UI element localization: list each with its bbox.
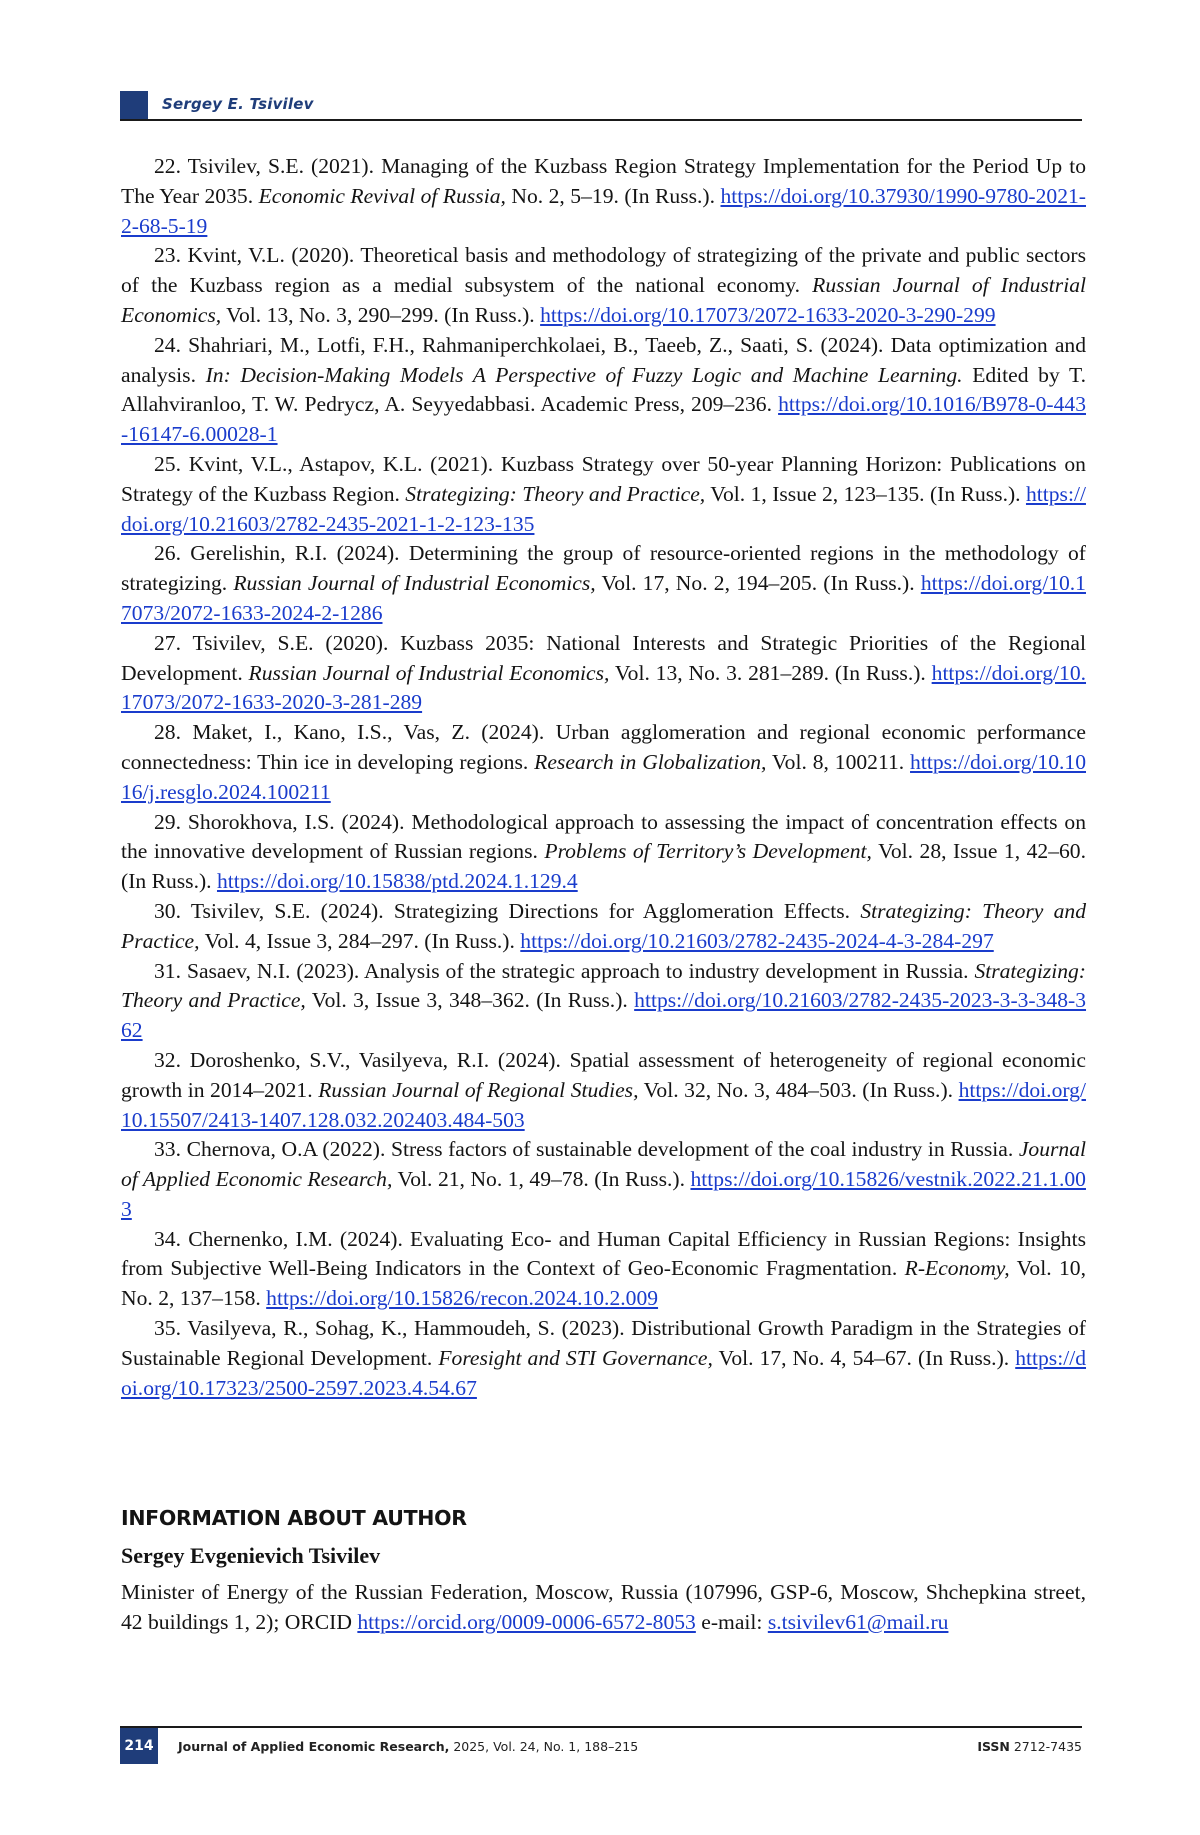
reference-details: Vol. 13, No. 3. 281–289. (In Russ.). <box>614 660 926 685</box>
reference-doi-link[interactable]: https://doi.org/10.17073/2072-1633-2024-2-1286 <box>121 571 1086 625</box>
reference-number: 25. <box>154 451 181 476</box>
email-link[interactable]: s.tsivilev61@mail.ru <box>767 1609 949 1634</box>
reference-details: Vol. 21, No. 1, 49–78. (In Russ.). <box>397 1167 685 1192</box>
reference-number: 26. <box>154 541 181 566</box>
reference-number: 35. <box>154 1316 181 1341</box>
reference-text: Shorokhova, I.S. (2024). Methodological approach to assessing the impact of concentration effects on the innovative development of Russian regions. <box>121 809 1086 864</box>
reference-doi-link[interactable]: https://doi.org/10.15507/2413-1407.128.032.202403.484-503 <box>121 1077 1086 1132</box>
reference-item <box>121 1135 1086 1224</box>
footer-journal <box>178 1739 638 1754</box>
reference-item <box>121 808 1086 897</box>
reference-text: Chernenko, I.M. (2024). Evaluating Eco- and Human Capital Efficiency in Russian Regions: Insights from Subjective Well-Being Indicators in the Context of Geo-Economic Fragmentation. <box>121 1226 1086 1281</box>
reference-doi-link[interactable]: https://doi.org/10.15826/vestnik.2022.21.1.003 <box>121 1167 1086 1221</box>
reference-details: Vol. 3, Issue 3, 348–362. (In Russ.). <box>311 988 628 1013</box>
reference-number: 22. <box>154 154 181 178</box>
reference-text: Gerelishin, R.I. (2024). Determining the group of resource-oriented regions in the methodology of strategizing. <box>121 541 1086 596</box>
reference-number: 33. <box>154 1137 181 1162</box>
reference-doi-link[interactable]: https://doi.org/10.15838/ptd.2024.1.129.4 <box>216 869 578 894</box>
reference-source: Strategizing: Theory and Practice, <box>405 481 706 506</box>
author-info-section <box>121 1506 1086 1638</box>
reference-item <box>121 241 1086 330</box>
reference-details: Vol. 32, No. 3, 484–503. (In Russ.). <box>643 1077 954 1102</box>
footer-issn-label: ISSN <box>977 1739 1010 1754</box>
reference-doi-link[interactable]: https://doi.org/10.17073/2072-1633-2020-3-290-299 <box>540 302 996 327</box>
reference-doi-link[interactable]: https://doi.org/10.17323/2500-2597.2023.4.54.67 <box>121 1345 1087 1400</box>
reference-text: Sasaev, N.I. (2023). Analysis of the strategic approach to industry development in Russia. <box>186 958 969 983</box>
reference-details: Edited by T. Allahviranloo, T. W. Pedrycz, A. Seyyedabbasi. Academic Press, 209–236. <box>121 362 1086 417</box>
orcid-link[interactable]: https://orcid.org/0009-0006-6572-8053 <box>357 1609 696 1634</box>
reference-item <box>121 629 1086 718</box>
reference-source: R-Economy, <box>904 1256 1010 1281</box>
reference-item <box>121 1046 1086 1135</box>
reference-text: Shahriari, M., Lotfi, F.H., Rahmaniperchkolaei, B., Taeeb, Z., Saati, S. (2024). Data optimization and analysis. <box>121 332 1086 387</box>
reference-item <box>121 1225 1086 1314</box>
reference-text: Kvint, V.L., Astapov, K.L. (2021). Kuzbass Strategy over 50-year Planning Horizon: Publications on Strategy of the Kuzbass Region. <box>121 451 1086 506</box>
reference-source: Strategizing: Theory and Practice, <box>121 898 1086 953</box>
reference-text: Tsivilev, S.E. (2021). Managing of the Kuzbass Region Strategy Implementation for the Period Up to The Year 2035. <box>121 154 1086 208</box>
reference-source: Journal of Applied Economic Research, <box>121 1137 1086 1192</box>
reference-number: 27. <box>154 630 181 655</box>
reference-number: 34. <box>154 1226 181 1251</box>
footer-issn <box>977 1739 1082 1754</box>
reference-text: Chernova, O.A (2022). Stress factors of sustainable development of the coal industry in Russia. <box>186 1137 1014 1162</box>
reference-number: 30. <box>154 898 181 923</box>
reference-source: Strategizing: Theory and Practice, <box>121 958 1087 1013</box>
footer-journal-name: Journal of Applied Economic Research, <box>178 1739 450 1754</box>
reference-source: Russian Journal of Industrial Economics, <box>121 273 1086 327</box>
reference-number: 29. <box>154 809 181 834</box>
reference-details: Vol. 8, 100211. <box>771 749 905 774</box>
footer-rule <box>120 1726 1082 1728</box>
reference-details: Vol. 1, Issue 2, 123–135. (In Russ.). <box>710 481 1021 506</box>
reference-item <box>121 957 1086 1046</box>
author-affiliation-text: Minister of Energy of the Russian Federation, Moscow, Russia (107996, GSP-6, Moscow, Shchepkina street, 42 buildings 1, 2); ORCID <box>121 1580 1086 1634</box>
reference-doi-link[interactable]: https://doi.org/10.1016/B978-0-443-16147-6.00028-1 <box>121 392 1086 447</box>
reference-item <box>121 1314 1086 1403</box>
author-name: Sergey Evgenievich Tsivilev <box>121 1543 381 1568</box>
reference-source: Russian Journal of Regional Studies, <box>318 1077 639 1102</box>
reference-doi-link[interactable]: https://doi.org/10.21603/2782-2435-2021-1-2-123-135 <box>121 481 1086 536</box>
reference-source: In: Decision-Making Models A Perspective of Fuzzy Logic and Machine Learning. <box>205 362 963 387</box>
reference-source: Russian Journal of Industrial Economics, <box>233 571 596 596</box>
reference-source: Foresight and STI Governance, <box>438 1345 713 1370</box>
footer-issn-value: 2712-7435 <box>1013 1739 1082 1754</box>
header-color-block <box>120 91 148 119</box>
reference-doi-link[interactable]: https://doi.org/10.15826/recon.2024.10.2.009 <box>266 1286 659 1311</box>
reference-details: Vol. 17, No. 4, 54–67. (In Russ.). <box>718 1345 1010 1370</box>
reference-doi-link[interactable]: https://doi.org/10.21603/2782-2435-2024-4-3-284-297 <box>520 928 994 953</box>
reference-item <box>121 450 1086 539</box>
reference-details: Vol. 4, Issue 3, 284–297. (In Russ.). <box>204 928 515 953</box>
reference-number: 24. <box>154 332 181 357</box>
reference-source: Economic Revival of Russia, <box>258 183 506 208</box>
running-header <box>120 88 1082 120</box>
reference-doi-link[interactable]: https://doi.org/10.1016/j.resglo.2024.100211 <box>121 749 1086 804</box>
reference-text: Tsivilev, S.E. (2024). Strategizing Directions for Agglomeration Effects. <box>190 898 851 923</box>
reference-list <box>121 152 1086 1403</box>
reference-item <box>121 718 1086 807</box>
reference-doi-link[interactable]: https://doi.org/10.37930/1990-9780-2021-2-68-5-19 <box>121 183 1086 238</box>
reference-item <box>121 539 1086 628</box>
reference-text: Tsivilev, S.E. (2020). Kuzbass 2035: National Interests and Strategic Priorities of the Regional Development. <box>121 630 1086 685</box>
reference-number: 31. <box>154 958 181 983</box>
reference-text: Maket, I., Kano, I.S., Vas, Z. (2024). Urban agglomeration and regional economic performance connectedness: Thin ice in developing regions. <box>121 720 1086 774</box>
reference-details: Vol. 28, Issue 1, 42–60. (In Russ.). <box>121 839 1086 894</box>
reference-source: Research in Globalization, <box>534 749 767 774</box>
footer-journal-details: 2025, Vol. 24, No. 1, 188–215 <box>453 1739 639 1754</box>
reference-number: 32. <box>154 1047 181 1072</box>
reference-source: Russian Journal of Industrial Economics, <box>248 660 610 685</box>
reference-details: No. 2, 5–19. (In Russ.). <box>511 183 716 208</box>
page-number: 214 <box>120 1728 158 1764</box>
reference-number: 23. <box>154 243 181 268</box>
reference-text: Kvint, V.L. (2020). Theoretical basis and methodology of strategizing of the private and public sectors of the Kuzbass region as a medial subsystem of the national economy. <box>121 243 1086 298</box>
running-head-author: Sergey E. Tsivilev <box>162 95 314 113</box>
reference-number: 28. <box>154 720 181 745</box>
reference-details: Vol. 17, No. 2, 194–205. (In Russ.). <box>601 571 915 596</box>
reference-text: Vasilyeva, R., Sohag, K., Hammoudeh, S. (2023). Distributional Growth Paradigm in the Strategies of Sustainable Regional Development. <box>121 1316 1086 1370</box>
reference-details: Vol. 13, No. 3, 290–299. (In Russ.). <box>226 302 535 327</box>
reference-item <box>121 152 1086 241</box>
reference-details: Vol. 10, No. 2, 137–158. <box>121 1256 1087 1311</box>
reference-doi-link[interactable]: https://doi.org/10.21603/2782-2435-2023-3-3-348-362 <box>121 988 1087 1043</box>
page-footer <box>120 1726 1082 1766</box>
reference-item <box>121 331 1086 450</box>
author-affiliation <box>121 1578 1086 1638</box>
reference-doi-link[interactable]: https://doi.org/10.17073/2072-1633-2020-3-281-289 <box>121 660 1087 715</box>
header-rule <box>120 119 1082 121</box>
reference-text: Doroshenko, S.V., Vasilyeva, R.I. (2024). Spatial assessment of heterogeneity of regional economic growth in 2014–2021. <box>121 1047 1086 1102</box>
reference-source: Problems of Territory’s Development, <box>544 839 872 864</box>
email-label: e-mail: <box>701 1609 763 1634</box>
reference-item <box>121 897 1086 957</box>
author-info-heading: INFORMATION ABOUT AUTHOR <box>121 1506 467 1530</box>
